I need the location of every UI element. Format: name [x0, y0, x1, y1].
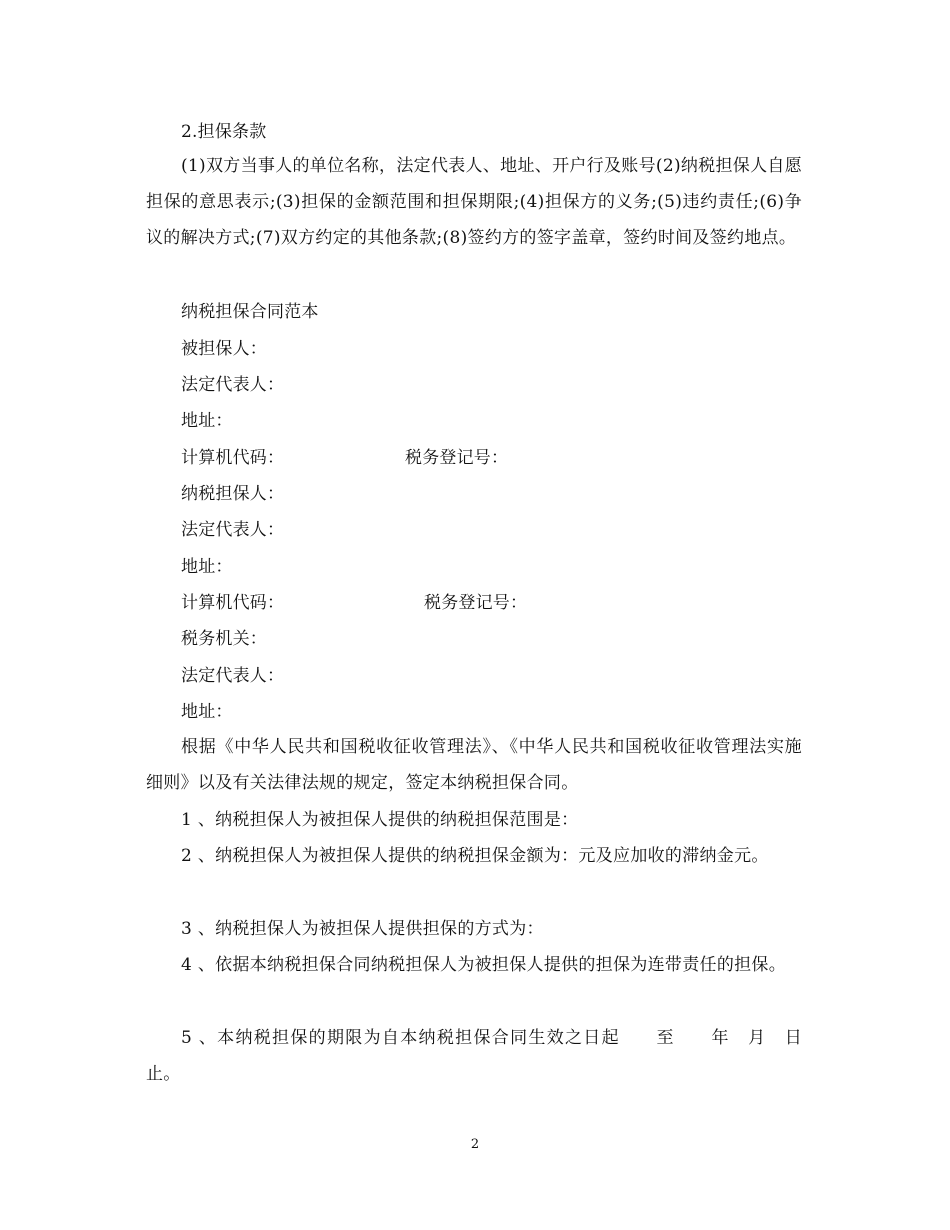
page-number: 2: [470, 1137, 480, 1152]
guarantor-name-label: 纳税担保人：: [181, 484, 285, 504]
article-4: 4 、依据本纳税担保合同纳税担保人为被担保人提供的担保为连带责任的担保。: [181, 955, 787, 975]
guaranteed-party-rep-label: 法定代表人：: [181, 375, 285, 395]
article-3: 3 、纳税担保人为被担保人提供担保的方式为：: [181, 919, 544, 939]
guaranteed-party-tax-reg-label: 税务登记号：: [405, 448, 509, 468]
guarantor-computer-code-label: 计算机代码：: [181, 593, 285, 613]
guaranteed-party-address-label: 地址：: [181, 411, 233, 431]
guaranteed-party-computer-code-label: 计算机代码：: [181, 448, 285, 468]
tax-authority-name-label: 税务机关：: [181, 629, 267, 649]
guarantor-tax-reg-label: 税务登记号：: [424, 593, 528, 613]
tax-authority-address-label: 地址：: [181, 702, 233, 722]
article-5: 5 、本纳税担保的期限为自本纳税担保合同生效之日起 至 年 月 日止。: [146, 1028, 802, 1084]
guarantor-rep-label: 法定代表人：: [181, 520, 285, 540]
article-1: 1 、纳税担保人为被担保人提供的纳税担保范围是：: [181, 810, 579, 830]
article-2: 2 、纳税担保人为被担保人提供的纳税担保金额为：元及应加收的滞纳金元。: [181, 846, 769, 866]
guarantor-address-label: 地址：: [181, 557, 233, 577]
clause-paragraph: (1)双方当事人的单位名称，法定代表人、地址、开户行及账号(2)纳税担保人自愿担保的意思表示;(3)担保的金额范围和担保期限;(4)担保方的义务;(5)违约责任;(6)争议的解决方式;(7)双方约定的其他条款;(8)签约方的签字盖章，签约时间及签约地点。: [146, 156, 802, 248]
section-heading: 2.担保条款: [181, 122, 267, 142]
template-title: 纳税担保合同范本: [181, 302, 319, 322]
guaranteed-party-name-label: 被担保人：: [181, 339, 267, 359]
preamble-paragraph: 根据《中华人民共和国税收征收管理法》、《中华人民共和国税收征收管理法实施细则》以及有关法律法规的规定，签定本纳税担保合同。: [146, 737, 802, 793]
tax-authority-rep-label: 法定代表人：: [181, 666, 285, 686]
